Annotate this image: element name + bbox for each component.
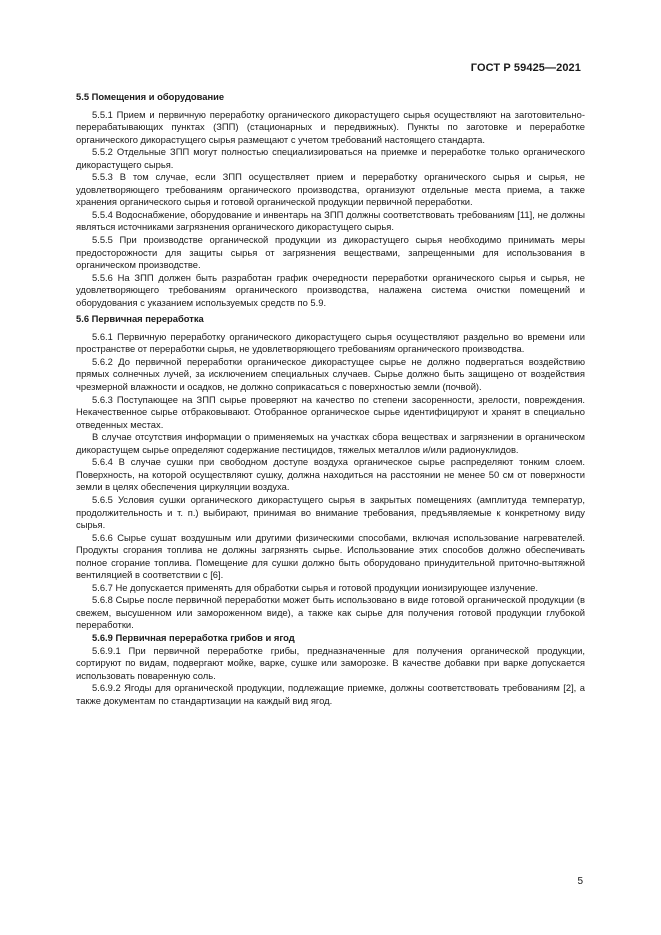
paragraph-5-6-2: 5.6.2 До первичной переработки органическое дикорастущее сырье не должно подвергаться воздействию прямых солнечных лучей, за исключением специальных случаев. Сырье должно быть защищено от воздействия чрезмерной влажности и осадков, не должно соприкасаться с поверхностью земли (почвой). xyxy=(76,355,585,393)
paragraph-5-6-1: 5.6.1 Первичную переработку органического дикорастущего сырья осуществляют раздельно во времени или пространстве от переработки сырья, не удовлетворяющего требованиям органического производства. xyxy=(76,330,585,355)
paragraph-5-5-4: 5.5.4 Водоснабжение, оборудование и инвентарь на ЗПП должны соответствовать требованиям [11], не должны являться источниками загрязнения органического дикорастущего сырья. xyxy=(76,208,585,233)
section-heading-5-6-9: 5.6.9 Первичная переработка грибов и ягод xyxy=(92,631,295,643)
paragraph-5-6-7: 5.6.7 Не допускается применять для обработки сырья и готовой продукции ионизирующее излучение. xyxy=(92,581,538,593)
paragraph-5-6-3: 5.6.3 Поступающее на ЗПП сырье проверяют на качество по степени засоренности, зрелости, повреждения. Некачественное сырье отбраковывают. Отобранное органическое сырье идентифицируют и хранят в специально отведенных местах. xyxy=(76,393,585,430)
paragraph-5-5-6: 5.5.6 На ЗПП должен быть разработан график очередности переработки органического сырья и сырья, не удовлетворяющего требованиям органического производства, налажена система очистки помещений и оборудования с указанием используемых средств по 5.9. xyxy=(76,271,585,308)
paragraph-5-5-5: 5.5.5 При производстве органической продукции из дикорастущего сырья необходимо принимать меры предосторожности для защиты сырья от загрязнения веществами, запрещенными для использования в органическом производстве. xyxy=(76,234,585,271)
document-body xyxy=(76,91,585,707)
section-heading-5-6: 5.6 Первичная переработка xyxy=(76,313,204,325)
paragraph-5-5-3: 5.5.3 В том случае, если ЗПП осуществляет прием и переработку органического сырья и сырья, не удовлетворяющего требованиям органического производства, организуют отдельные места приема, а также хранения органического сырья и готовой органической продукции первичной переработки. xyxy=(76,171,585,208)
paragraph-5-6-5: 5.6.5 Условия сушки органического дикорастущего сырья в закрытых помещениях (амплитуда температур, продолжительность и т. п.) выбирают, принимая во внимание требования, предъявляемые к конкретному виду сырья. xyxy=(76,493,585,531)
paragraph-5-6-9-1: 5.6.9.1 При первичной переработке грибы, предназначенные для получения органической продукции, сортируют по видам, подвергают мойке, варке, сушке или заморозке. В качестве добавки при варке допускается использовать поваренную соль. xyxy=(76,644,585,681)
section-heading-5-5: 5.5 Помещения и оборудование xyxy=(76,91,225,102)
paragraph-5-6-4: 5.6.4 В случае сушки при свободном доступе воздуха органическое сырье распределяют тонким слоем. Поверхность, на которой осуществляют сушку, должна находиться на расстоянии не менее 50 см от поверхности земли в целях обеспечения циркуляции воздуха. xyxy=(76,456,585,493)
document-code: ГОСТ Р 59425—2021 xyxy=(470,62,581,74)
paragraph-5-5-1: 5.5.1 Прием и первичную переработку органического дикорастущего сырья осуществляют на заготовительно-перерабатывающих пунктах (ЗПП) (стационарных и передвижных). Пункты по заготовке и переработке органического дикорастущего сырья размещают с учетом требований настоящего стандарта. xyxy=(76,108,585,145)
paragraph-5-6-3-note: В случае отсутствия информации о применяемых на участках сбора веществах и загрязнении в органическом дикорастущем сырье определяют содержание пестицидов, тяжелых металлов и/или радионуклидов. xyxy=(76,431,585,455)
paragraph-5-6-9-2: 5.6.9.2 Ягоды для органической продукции, подлежащие приемке, должны соответствовать требованиям [2], а также документам по стандартизации на каждый вид ягод. xyxy=(76,682,585,706)
paragraph-5-5-2: 5.5.2 Отдельные ЗПП могут полностью специализироваться на приемке и переработке только органического дикорастущего сырья. xyxy=(76,146,585,170)
paragraph-5-6-8: 5.6.8 Сырье после первичной переработки может быть использовано в виде готовой органической продукции (в свежем, высушенном или замороженном виде), а также как сырье для получения готовой продукции глубокой переработки. xyxy=(76,594,585,631)
paragraph-5-6-6: 5.6.6 Сырье сушат воздушным или другими физическими способами, включая использование нагревателей. Продукты сгорания топлива не должны загрязнять сырье. Использование этих способов должно обеспечивать полное сгорание топлива. Помещение для сушки должно быть оборудовано принудительной приточно-вытяжной вентиляцией в соответствии с [6]. xyxy=(76,531,585,581)
page-number: 5 xyxy=(577,876,583,887)
